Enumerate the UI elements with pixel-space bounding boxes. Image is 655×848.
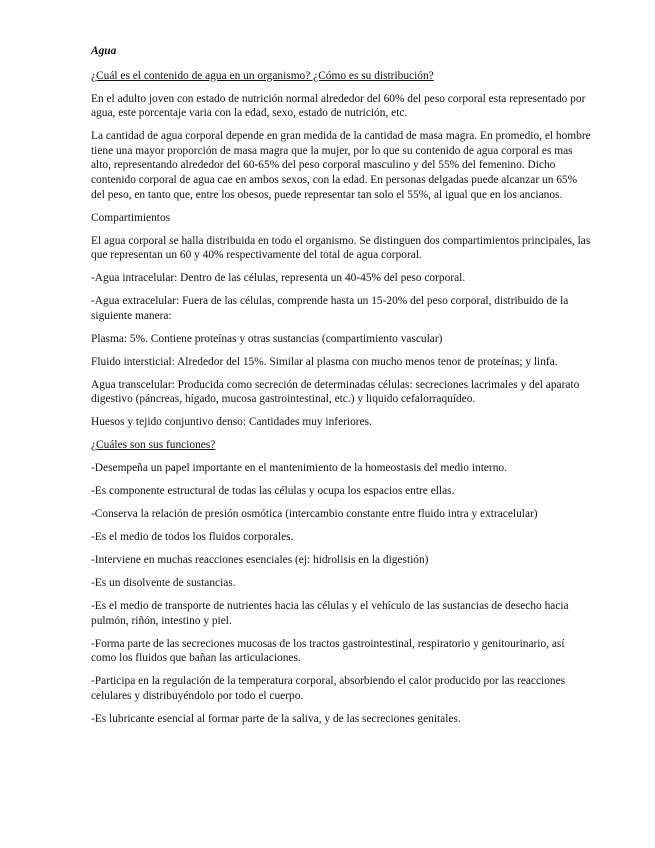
item-bones: Huesos y tejido conjuntivo denso: Cantidades muy inferiores.	[91, 416, 372, 429]
item-extracellular: -Agua extracelular: Fuera de las células, comprende hasta un 15-20% del peso corporal, distribuido de la siguiente manera:	[91, 295, 569, 322]
function-item: -Es lubricante esencial al formar parte de la saliva, y de las secreciones genitales.	[91, 712, 461, 725]
function-item: -Es un disolvente de sustancias.	[91, 577, 236, 590]
document-page	[91, 44, 591, 735]
function-item: -Es el medio de transporte de nutrientes hacia las células y el vehículo de las sustancias de desecho hacia pulmón, riñón, intestino y piel.	[91, 600, 569, 627]
function-item: -Participa en la regulación de la temperatura corporal, absorbiendo el calor producido por las reacciones celulares y distribuyéndolo por todo el cuerpo.	[91, 675, 566, 702]
function-item: -Es componente estructural de todas las células y ocupa los espacios entre ellas.	[91, 485, 455, 498]
question-heading-functions: ¿Cuáles son sus funciones?	[91, 439, 216, 452]
paragraph-compartments: El agua corporal se halla distribuida en todo el organismo. Se distinguen dos compartimientos principales, las que representan un 60 y 40% respectivamente del total de agua corporal.	[91, 234, 591, 262]
function-item: -Forma parte de las secreciones mucosas de los tractos gastrointestinal, respiratorio y genitourinario, así como los fluidos que bañan las articulaciones.	[91, 637, 565, 665]
item-plasma: Plasma: 5%. Contiene proteínas y otras sustancias (compartimiento vascular)	[91, 332, 443, 345]
paragraph-intro-2: La cantidad de agua corporal depende en gran medida de la cantidad de masa magra. En promedio, el hombre tiene una mayor proporción de masa magra que la mujer, por lo que su contenido de agua corporal es mas alto, representando alrededor del 60-65% del peso corporal masculino y del 55% del femenino. Dicho contenido corporal de agua cae en ambos sexos, con la edad. En personas delgadas puede alcanzar un 65% del peso, en tanto que, entre los obesos, puede representar tan solo el 55%, al igual que en los ancianos.	[91, 130, 591, 201]
paragraph-intro-1: En el adulto joven con estado de nutrición normal alrededor del 60% del peso corporal esta representado por agua, este porcentaje varia con la edad, sexo, estado de nutrición, etc.	[91, 92, 586, 120]
compartments-heading: Compartimientos	[91, 211, 171, 224]
item-transcellular: Agua transcelular: Producida como secreción de determinadas células: secreciones lacrimales y del aparato digestivo (páncreas, hígado, mucosa gastrointestinal, etc.) y liquido cefalorraquídeo.	[91, 378, 580, 406]
item-interstitial: Fluido intersticial: Alrededor del 15%. Similar al plasma con mucho menos tenor de proteínas; y linfa.	[91, 355, 558, 368]
question-heading-content: ¿Cuál es el contenido de agua en un organismo? ¿Cómo es su distribución?	[91, 69, 434, 82]
function-item: -Interviene en muchas reacciones esenciales (ej: hidrolisis en la digestión)	[91, 554, 429, 567]
item-intracellular: -Agua intracelular: Dentro de las células, representa un 40-45% del peso corporal.	[91, 272, 466, 285]
document-title: Agua	[91, 45, 117, 57]
function-item: -Desempeña un papel importante en el mantenimiento de la homeostasis del medio interno.	[91, 462, 507, 475]
function-item: -Conserva la relación de presión osmótica (intercambio constante entre fluido intra y extracelular)	[91, 508, 538, 521]
function-item: -Es el medio de todos los fluidos corporales.	[91, 531, 294, 544]
